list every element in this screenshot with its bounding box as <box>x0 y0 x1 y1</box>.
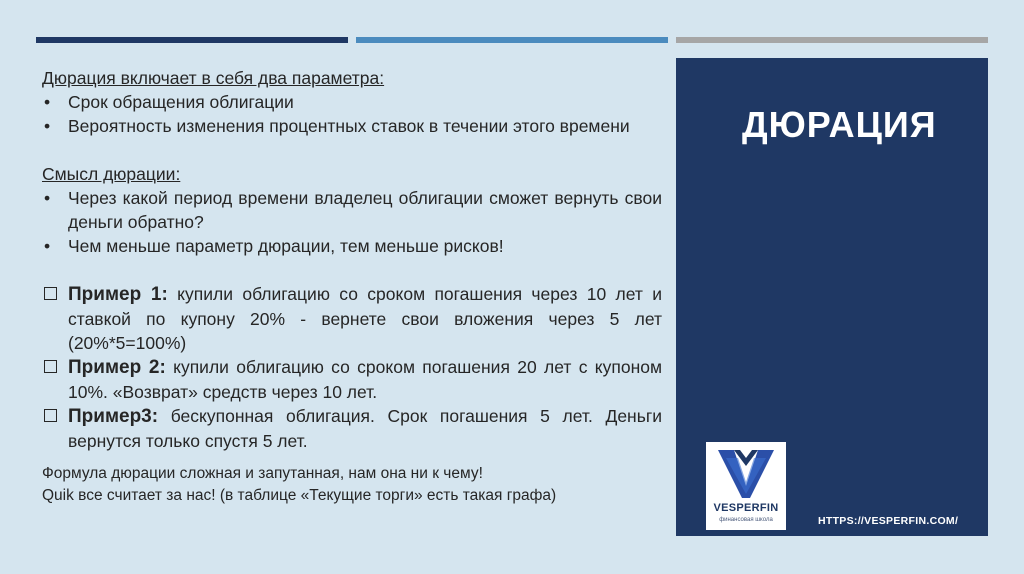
list-item: • Чем меньше параметр дюрации, тем меньше рисков! <box>42 234 662 258</box>
footer-line-2: Quik все считает за нас! (в таблице «Текущие торги» есть такая графа) <box>42 487 557 504</box>
checkbox-icon <box>44 409 57 422</box>
example-1 <box>42 282 662 355</box>
checkbox-icon <box>44 287 57 300</box>
section1-heading: Дюрация включает в себя два параметра: <box>42 68 385 88</box>
list-item: • Вероятность изменения процентных ставок в течении этого времени <box>42 114 662 138</box>
vesperfin-logo <box>706 442 786 530</box>
example-text: купили облигацию со сроком погашения через 10 лет и ставкой по купону 20% - вернете свои вложения через 5 лет (20%*5=100%) <box>68 284 662 353</box>
example-label: Пример 1: <box>68 284 168 305</box>
title-panel <box>676 58 988 536</box>
example-2 <box>42 355 662 404</box>
footer-note <box>42 463 662 507</box>
example-label: Пример 2: <box>68 357 166 378</box>
website-link[interactable]: HTTPS://VESPERFIN.COM/ <box>818 515 959 527</box>
example-text: купили облигацию со сроком погашения 20 лет с купоном 10%. «Возврат» средств через 10 лет. <box>68 357 663 402</box>
top-bar-blue <box>356 37 668 43</box>
example-3 <box>42 404 662 453</box>
logo-v-icon <box>706 442 786 502</box>
slide-content <box>42 66 662 507</box>
section2-list <box>42 186 662 258</box>
slide-title: ДЮРАЦИЯ <box>742 104 937 145</box>
logo-subtitle: финансовая школа <box>719 517 773 523</box>
section2-heading: Смысл дюрации: <box>42 164 181 184</box>
section1-list <box>42 90 662 138</box>
example-label: Пример3: <box>68 406 159 427</box>
checkbox-icon <box>44 360 57 373</box>
list-item: • Через какой период времени владелец облигации сможет вернуть свои деньги обратно? <box>42 186 662 234</box>
logo-name: VESPERFIN <box>713 502 779 514</box>
example-text: бескупонная облигация. Срок погашения 5 лет. Деньги вернутся только спустя 5 лет. <box>68 406 662 451</box>
top-bar-dark <box>36 37 348 43</box>
footer-line-1: Формула дюрации сложная и запутанная, нам она ни к чему! <box>42 465 483 482</box>
list-item: • Срок обращения облигации <box>42 90 662 114</box>
top-bar-gray <box>676 37 988 43</box>
